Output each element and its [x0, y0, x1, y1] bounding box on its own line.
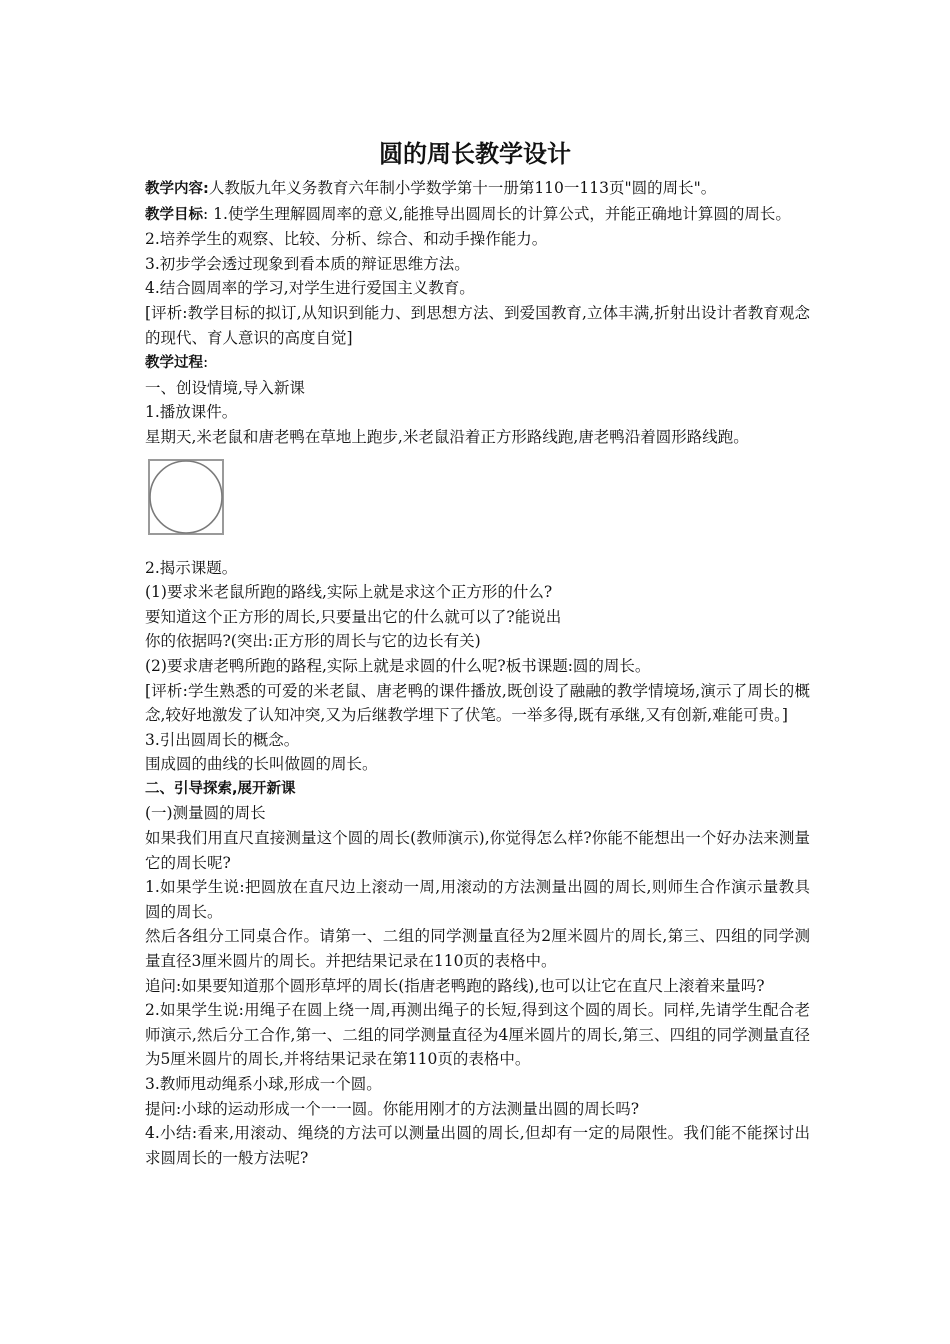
- measure-7: 4.小结:看来,用滚动、绳绕的方法可以测量出圆的周长,但却有一定的局限性。我们能不能探讨出求圆周长的一般方法呢?: [145, 1124, 810, 1167]
- measure-6: 提问:小球的运动形成一个一一圆。你能用刚才的方法测量出圆的周长吗?: [145, 1099, 640, 1118]
- measure-2: 然后各组分工同桌合作。请第一、二组的同学测量直径为2厘米圆片的周长,第三、四组的同学测量直径3厘米圆片的周长。并把结果记录在110页的表格中。: [145, 927, 810, 971]
- teaching-goals: [145, 202, 810, 228]
- square-circle-figure: [145, 458, 810, 556]
- content-text: 人教版九年义务教育六年制小学数学第十一册第110一113页"圆的周长"。: [208, 179, 717, 197]
- step-1-2: 星期天,米老鼠和唐老鸭在草地上跑步,米老鼠沿着正方形路线跑,唐老鸭沿着圆形路线跑。: [145, 427, 749, 446]
- goal-2: 2.培养学生的观察、比较、分析、综合、和动手操作能力。: [145, 230, 548, 249]
- section-2-heading: 二、引导探索,展开新课: [145, 780, 296, 797]
- step-2-3: 你的依据吗?(突出:正方形的周长与它的边长有关): [145, 632, 481, 651]
- process-colon: :: [203, 353, 209, 372]
- measure-1: 1.如果学生说:把圆放在直尺边上滚动一周,用滚动的方法测量出圆的周长,则师生合作演示量教具圆的周长。: [145, 878, 810, 921]
- comment-intro: [评析:学生熟悉的可爱的米老鼠、唐老鸭的课件播放,既创设了融融的教学情境场,演示了周长的概念,较好地激发了认知冲突,又为后继教学埋下了伏笔。一举多得,既有承继,又有创新,难能可贵。]: [145, 681, 810, 725]
- section-1-heading: 一、创设情境,导入新课: [145, 378, 305, 397]
- measure-0: 如果我们用直尺直接测量这个圆的周长(教师演示),你觉得怎么样?你能不能想出一个好办法来测量它的周长呢?: [145, 829, 810, 872]
- step-3-1: 围成圆的曲线的长叫做圆的周长。: [145, 755, 378, 774]
- goal-1: : 1.使学生理解圆周率的意义,能推导出圆周长的计算公式，并能正确地计算圆的周长。: [203, 204, 791, 223]
- process-heading: [145, 350, 810, 376]
- goals-label: 教学目标: [145, 206, 203, 223]
- teaching-content: [145, 176, 810, 202]
- comment-goals: [评析:教学目标的拟订,从知识到能力、到思想方法、到爱国教育,立体丰满,折射出设计者教育观念的现代、育人意识的高度自觉]: [145, 303, 810, 347]
- step-1-1: 1.播放课件。: [145, 403, 238, 422]
- circle-path: [150, 461, 222, 533]
- goal-4: 4.结合圆周率的学习,对学生进行爱国主义教育。: [145, 279, 475, 298]
- document-body: [145, 176, 810, 1170]
- measure-3: 追问:如果要知道那个圆形草坪的周长(指唐老鸭跑的路线),也可以让它在直尺上滚着来量吗?: [145, 976, 765, 995]
- square-circle-diagram: [145, 458, 227, 538]
- step-2-1: (1)要求米老鼠所跑的路线,实际上就是求这个正方形的什么?: [145, 583, 553, 602]
- step-2-2: 要知道这个正方形的周长,只要量出它的什么就可以了?能说出: [145, 607, 562, 626]
- goal-3: 3.初步学会透过现象到看本质的辩证思维方法。: [145, 254, 470, 273]
- step-3-0: 3.引出圆周长的概念。: [145, 730, 300, 749]
- step-2-0: 2.揭示课题。: [145, 558, 238, 577]
- content-label: 教学内容:: [145, 181, 209, 197]
- subsection-1-heading: (一)测量圆的周长: [145, 804, 266, 823]
- step-2-4: (2)要求唐老鸭所跑的路程,实际上就是求圆的什么呢?板书课题:圆的周长。: [145, 656, 651, 675]
- measure-4: 2.如果学生说:用绳子在圆上绕一周,再测出绳子的长短,得到这个圆的周长。同样,先请学生配合老师演示,然后分工合作,第一、二组的同学测量直径为4厘米圆片的周长,第三、四组的同学测量直径为5厘米圆片的周长,并将结果记录在第110页的表格中。: [145, 1001, 810, 1069]
- process-label: 教学过程: [145, 355, 203, 372]
- page-title: 圆的周长教学设计: [379, 140, 571, 168]
- measure-5: 3.教师甩动绳系小球,形成一个圆。: [145, 1075, 382, 1093]
